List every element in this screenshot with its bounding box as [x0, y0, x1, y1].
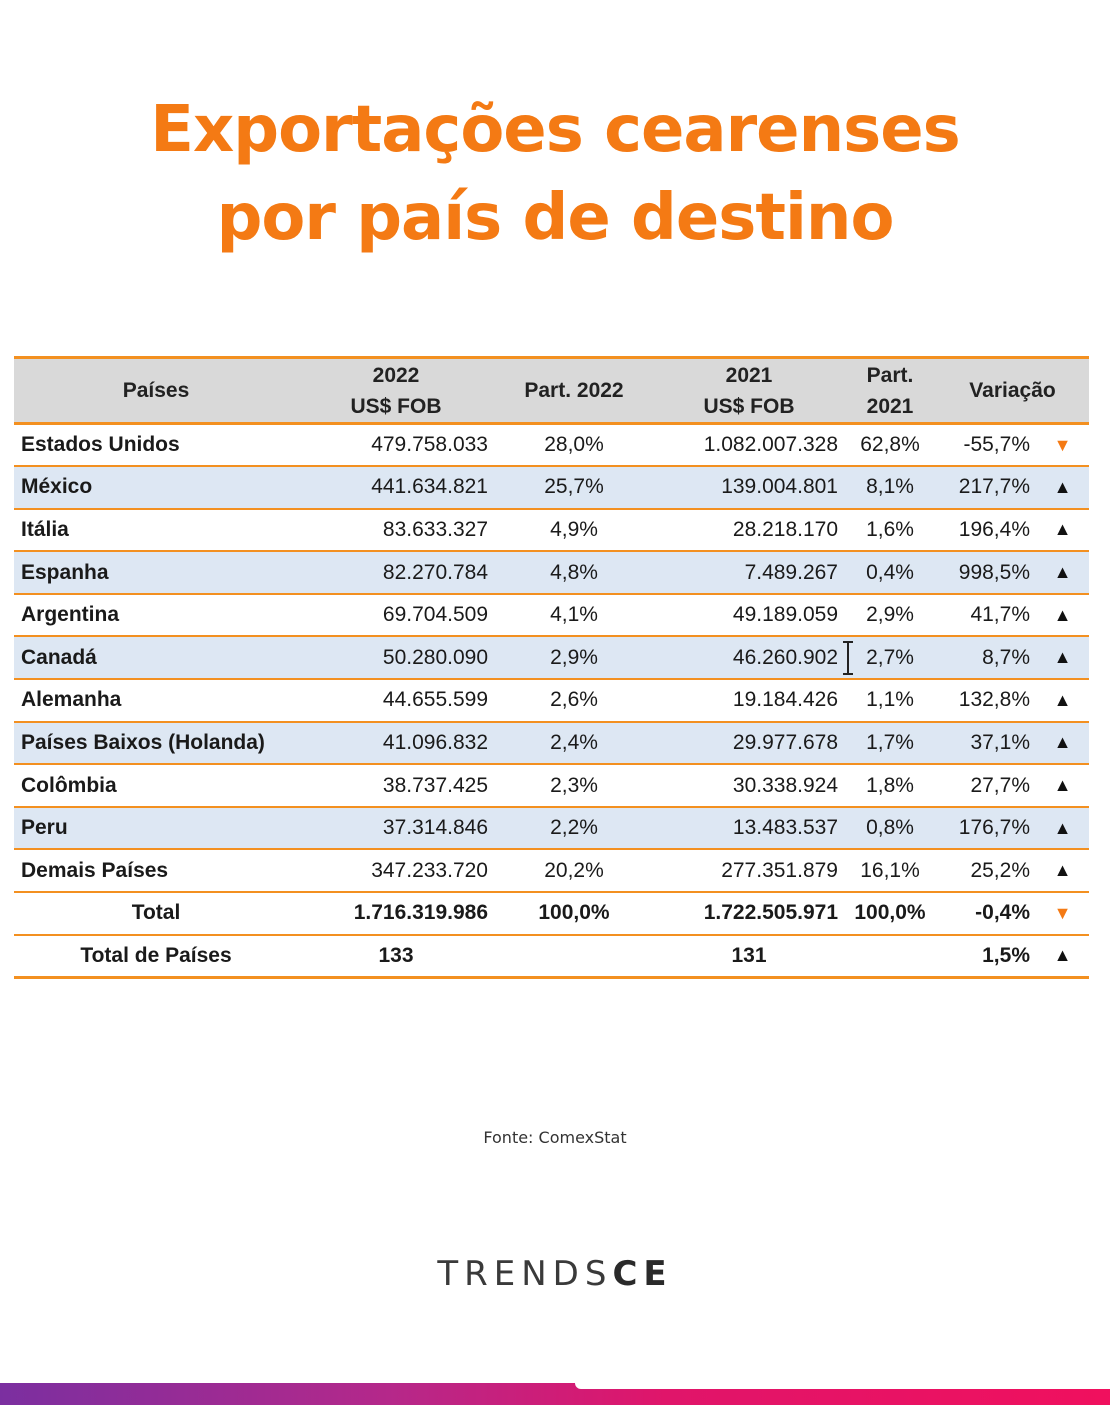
variation: 132,8%: [958, 688, 1030, 712]
header-variation: Variação: [936, 358, 1089, 424]
value-2021: 13.483.537: [654, 807, 844, 850]
header-2022-unit: US$ FOB: [350, 394, 442, 418]
exports-table: [14, 356, 1089, 979]
arrow-up-icon: ▲: [1053, 860, 1072, 881]
share-2022: 2,4%: [494, 722, 654, 765]
share-2021: 1,7%: [844, 722, 936, 765]
value-2022: 82.270.784: [298, 551, 494, 594]
header-part-2021-top: Part.: [866, 363, 914, 387]
value-2021: 46.260.902: [654, 636, 844, 679]
variation: 998,5%: [936, 551, 1036, 594]
share-2022: 4,8%: [494, 551, 654, 594]
value-2021: 28.218.170: [732, 517, 838, 541]
variation: 41,7%: [970, 603, 1030, 627]
arrow-up-icon: ▲: [1036, 722, 1089, 765]
total-countries-label: Total de Países: [80, 943, 232, 967]
country-name: Alemanha: [21, 688, 122, 712]
value-2021: 19.184.426: [732, 688, 838, 712]
table-row: [14, 424, 1089, 467]
bottom-bar-notch: [575, 1383, 1110, 1389]
country-name: México: [14, 466, 298, 509]
share-2022: 2,2%: [494, 807, 654, 850]
total-2021-value: 1.722.505.971: [703, 901, 838, 925]
table-header: [14, 358, 1089, 424]
title-line-2: por país de destino: [216, 181, 894, 255]
country-name: Peru: [14, 807, 298, 850]
variation: 27,7%: [970, 773, 1030, 797]
value-2022: 83.633.327: [382, 517, 488, 541]
header-countries: Países: [14, 358, 298, 424]
value-2021: 1.082.007.328: [703, 433, 838, 457]
total-2022-value: 1.716.319.986: [353, 901, 488, 925]
table-row: [14, 722, 1089, 765]
share-2021: 0,8%: [844, 807, 936, 850]
value-2022: 38.737.425: [382, 773, 488, 797]
table-row: [14, 679, 1089, 722]
country-name: Países Baixos (Holanda): [14, 722, 298, 765]
source-note: Fonte: ComexStat: [483, 1128, 627, 1147]
total-2022-share: 100,0%: [538, 901, 610, 925]
share-2021: 16,1%: [860, 858, 920, 882]
share-2021: 0,4%: [844, 551, 936, 594]
total-label: Total: [131, 901, 181, 925]
variation: 8,7%: [936, 636, 1036, 679]
header-2022-year: 2022: [372, 363, 420, 387]
title-line-1: Exportações cearenses: [150, 93, 960, 167]
arrow-up-icon: ▲: [1036, 636, 1089, 679]
country-name: Colômbia: [21, 773, 117, 797]
value-2022: 41.096.832: [298, 722, 494, 765]
total-countries-variation: 1,5%: [982, 943, 1030, 967]
share-2022: 20,2%: [544, 858, 604, 882]
table-row: [14, 636, 1089, 679]
share-2022: 25,7%: [494, 466, 654, 509]
country-name: Espanha: [14, 551, 298, 594]
country-name: Canadá: [14, 636, 298, 679]
exports-table-container: [14, 356, 1089, 979]
value-2021: 49.189.059: [732, 603, 838, 627]
total-countries-empty-2: [844, 935, 936, 978]
header-part-2021-bottom: 2021: [866, 394, 914, 418]
variation: -55,7%: [963, 433, 1030, 457]
total-row: [14, 892, 1089, 935]
value-2022: 37.314.846: [298, 807, 494, 850]
variation: 176,7%: [936, 807, 1036, 850]
header-part-2022: Part. 2022: [494, 358, 654, 424]
share-2021: 2,7%: [844, 636, 936, 679]
share-2022: 2,9%: [494, 636, 654, 679]
bottom-gradient-bar: [0, 1383, 1110, 1405]
arrow-up-icon: ▲: [1053, 519, 1072, 540]
arrow-up-icon: ▲: [1053, 689, 1072, 710]
logo-light-text: TRENDS: [437, 1254, 613, 1294]
logo-bold-text: CE: [612, 1254, 673, 1294]
arrow-up-icon: ▲: [1053, 945, 1072, 966]
table-row: [14, 764, 1089, 807]
value-2022: 347.233.720: [371, 858, 488, 882]
variation: 217,7%: [936, 466, 1036, 509]
table-body: [14, 424, 1089, 978]
value-2022: 44.655.599: [382, 688, 488, 712]
arrow-up-icon: ▲: [1053, 775, 1072, 796]
share-2021: 1,8%: [866, 773, 914, 797]
page-title: [0, 86, 1110, 262]
total-countries-row: [14, 935, 1089, 978]
header-part-2021: [844, 358, 936, 424]
country-name: Argentina: [21, 603, 120, 627]
share-2021: 2,9%: [866, 603, 914, 627]
header-2022-fob: [298, 358, 494, 424]
total-countries-2022: 133: [378, 943, 414, 967]
value-2021: 139.004.801: [654, 466, 844, 509]
total-variation: -0,4%: [975, 901, 1030, 925]
share-2022: 2,3%: [550, 773, 598, 797]
value-2021: 277.351.879: [721, 858, 838, 882]
total-countries-2021: 131: [731, 943, 767, 967]
total-2021-share: 100,0%: [854, 901, 926, 925]
country-name: Demais Países: [21, 858, 169, 882]
table-row: [14, 594, 1089, 637]
share-2021: 1,6%: [866, 517, 914, 541]
value-2021: 29.977.678: [654, 722, 844, 765]
arrow-up-icon: ▲: [1053, 604, 1072, 625]
share-2022: 2,6%: [550, 688, 598, 712]
header-2021-unit: US$ FOB: [703, 394, 795, 418]
value-2021: 7.489.267: [654, 551, 844, 594]
table-row: [14, 509, 1089, 552]
variation: 25,2%: [970, 858, 1030, 882]
value-2022: 69.704.509: [382, 603, 488, 627]
text-cursor-icon: [841, 641, 855, 675]
header-2021-year: 2021: [725, 363, 773, 387]
share-2022: 4,1%: [550, 603, 598, 627]
share-2021: 62,8%: [860, 433, 920, 457]
value-2022: 441.634.821: [298, 466, 494, 509]
country-name: Estados Unidos: [21, 433, 180, 457]
variation: 37,1%: [936, 722, 1036, 765]
trendsce-logo: [0, 1254, 1110, 1294]
arrow-down-icon: ▼: [1053, 434, 1072, 455]
table-row: [14, 807, 1089, 850]
table-row: [14, 551, 1089, 594]
arrow-down-icon: ▼: [1053, 902, 1072, 923]
total-countries-empty-1: [494, 935, 654, 978]
country-name: Itália: [21, 517, 69, 541]
share-2022: 28,0%: [544, 433, 604, 457]
arrow-up-icon: ▲: [1036, 807, 1089, 850]
value-2022: 50.280.090: [298, 636, 494, 679]
arrow-up-icon: ▲: [1036, 551, 1089, 594]
share-2021: 1,1%: [866, 688, 914, 712]
share-2022: 4,9%: [550, 517, 598, 541]
value-2022: 479.758.033: [371, 433, 488, 457]
arrow-up-icon: ▲: [1036, 466, 1089, 509]
table-row: [14, 466, 1089, 509]
table-row: [14, 849, 1089, 892]
share-2021: 8,1%: [844, 466, 936, 509]
value-2021: 30.338.924: [732, 773, 838, 797]
header-2021-fob: [654, 358, 844, 424]
variation: 196,4%: [958, 517, 1030, 541]
